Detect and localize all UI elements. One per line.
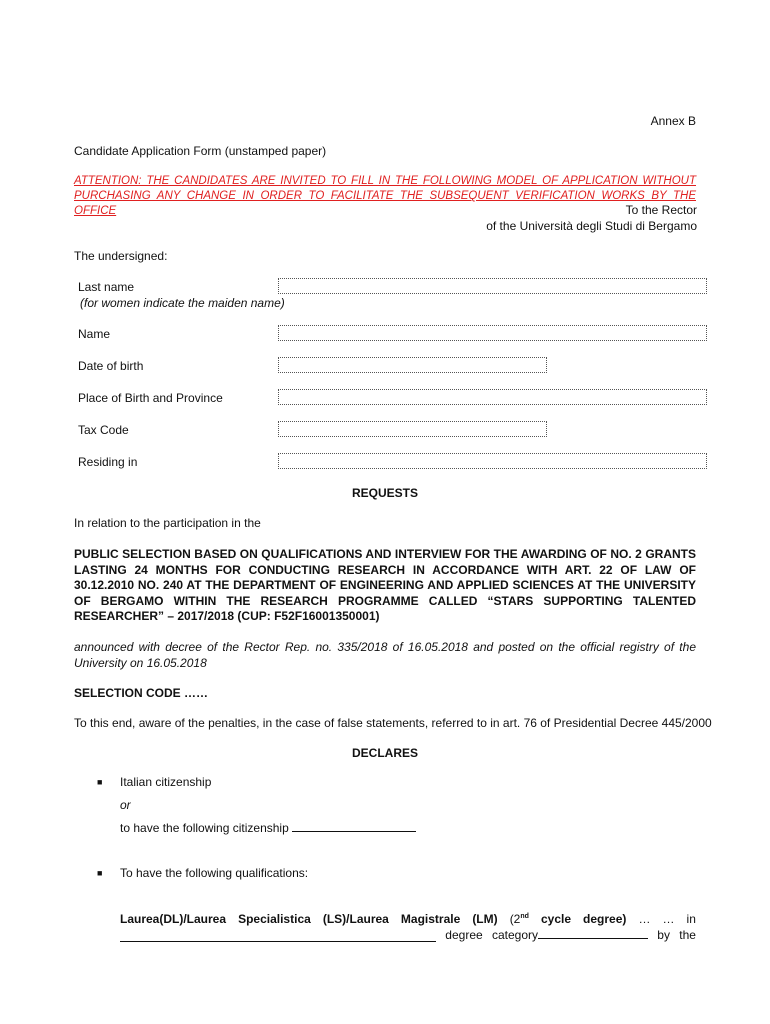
last-name-note: (for women indicate the maiden name) <box>80 296 285 310</box>
dots-2: … <box>662 912 675 926</box>
place-of-birth-label: Place of Birth and Province <box>78 391 223 405</box>
italian-citizenship-item: Italian citizenship <box>120 775 212 789</box>
dots-1: … <box>638 912 651 926</box>
undersigned-label: The undersigned: <box>74 249 168 263</box>
citizenship-blank[interactable] <box>292 821 416 832</box>
selection-code: SELECTION CODE …… <box>74 686 209 700</box>
by-label: by <box>657 928 670 942</box>
name-label: Name <box>78 327 111 341</box>
degree-word: Magistrale <box>400 912 461 926</box>
in-word: in <box>686 912 696 926</box>
announced-text: announced with decree of the Rector Rep. no. 335/2018 of 16.05.2018 and posted on the official registry of the University on 16.05.2018 <box>74 640 696 670</box>
declares-heading: DECLARES <box>351 746 418 760</box>
bullet-icon: ■ <box>97 777 103 787</box>
category-group: category <box>492 928 648 942</box>
annex-label: Annex B <box>650 114 696 128</box>
form-title: Candidate Application Form (unstamped paper) <box>74 144 327 158</box>
date-of-birth-label: Date of birth <box>78 359 144 373</box>
degree-blank[interactable] <box>120 931 436 942</box>
attention-notice: ATTENTION: THE CANDIDATES ARE INVITED TO FILL IN THE FOLLOWING MODEL OF APPLICATION WITHOUT PURCHASING ANY CHANGE IN ORDER TO FACILITATE THE SUBSEQUENT VERIFICATION WORKS BY THE OFFICE <box>74 175 696 217</box>
or-label: or <box>120 798 131 812</box>
date-of-birth-field[interactable] <box>278 357 547 373</box>
last-name-field[interactable] <box>278 278 707 294</box>
addressee-line-2: of the Università degli Studi di Bergamo <box>486 219 697 233</box>
degree-line <box>120 912 696 926</box>
cycle-word: cycle <box>540 912 571 926</box>
intro-text: In relation to the participation in the <box>74 516 261 530</box>
addressee-line-1: To the Rector <box>625 203 697 217</box>
degree-word: (LM) <box>472 912 498 926</box>
qualifications-item: To have the following qualifications: <box>120 866 309 880</box>
residing-in-field[interactable] <box>278 453 707 469</box>
other-citizenship-label: to have the following citizenship <box>120 821 289 835</box>
requests-heading: REQUESTS <box>351 486 418 500</box>
tax-code-field[interactable] <box>278 421 547 437</box>
degree-word: Specialistica <box>238 912 311 926</box>
the-label: the <box>679 928 696 942</box>
cycle-close: degree) <box>583 912 627 926</box>
cycle-open: (2nd <box>509 912 529 926</box>
category-blank[interactable] <box>538 928 648 939</box>
degree-label: degree <box>445 928 483 942</box>
degree-word: Laurea(DL)/Laurea <box>120 912 227 926</box>
bullet-icon: ■ <box>97 868 103 878</box>
place-of-birth-field[interactable] <box>278 389 707 405</box>
selection-title: PUBLIC SELECTION BASED ON QUALIFICATIONS AND INTERVIEW FOR THE AWARDING OF NO. 2 GRANTS LASTING 24 MONTHS FOR CONDUCTING RESEARCH IN ACCORDANCE WITH ART. 22 OF LAW OF 30.12.2010 NO. 240 AT THE DEPARTMENT OF ENGINEERING AND APPLIED SCIENCES AT THE UNIVERSITY OF BERGAMO WITHIN THE RESEARCH PROGRAMME CALLED “STARS SUPPORTING TALENTED RESEARCHER” – 2017/2018 (CUP: F52F16001350001) <box>74 547 696 623</box>
other-citizenship-item <box>120 821 416 835</box>
tax-code-label: Tax Code <box>78 423 129 437</box>
last-name-label: Last name <box>78 280 135 294</box>
to-this-end-text: To this end, aware of the penalties, in the case of false statements, referred to in art. 76 of Presidential Decree 445/2000 <box>74 716 712 730</box>
addressee <box>486 202 697 234</box>
degree-line-2 <box>120 928 696 942</box>
degree-word: (LS)/Laurea <box>322 912 389 926</box>
residing-in-label: Residing in <box>78 455 138 469</box>
name-field[interactable] <box>278 325 707 341</box>
